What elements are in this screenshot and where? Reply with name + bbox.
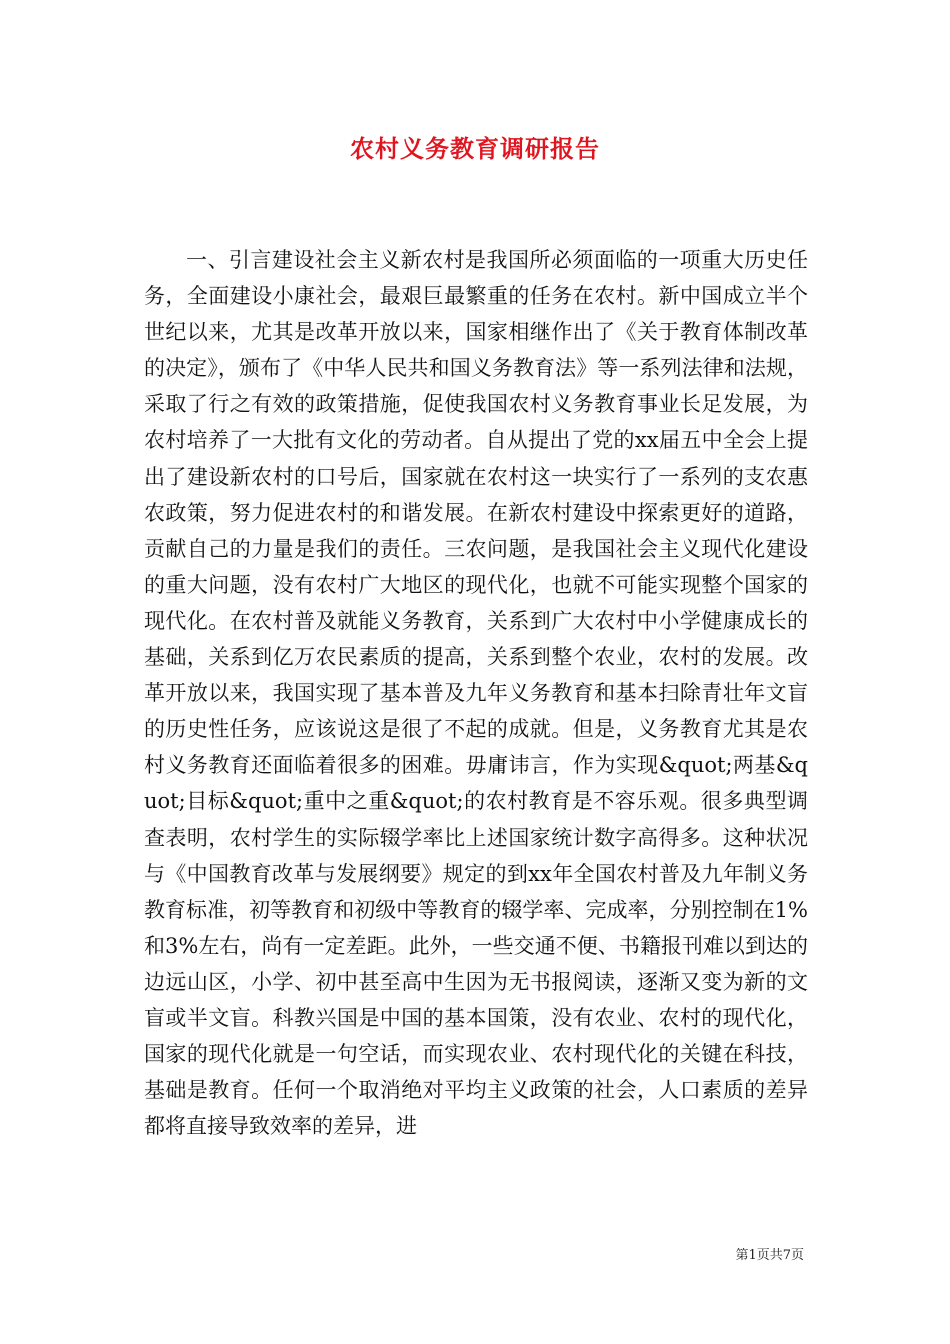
- page-number: 第1页共7页: [735, 1248, 804, 1263]
- document-body-paragraph: 一、引言建设社会主义新农村是我国所必须面临的一项重大历史任务，全面建设小康社会，最艰巨最繁重的任务在农村。新中国成立半个世纪以来，尤其是改革开放以来，国家相继作出了《关于教育体制改革的决定》，颁布了《中华人民共和国义务教育法》等一系列法律和法规，采取了行之有效的政策措施，促使我国农村义务教育事业长足发展，为农村培养了一大批有文化的劳动者。自从提出了党的xx届五中全会上提出了建设新农村的口号后，国家就在农村这一块实行了一系列的支农惠农政策，努力促进农村的和谐发展。在新农村建设中探索更好的道路，贡献自己的力量是我们的责任。三农问题，是我国社会主义现代化建设的重大问题，没有农村广大地区的现代化，也就不可能实现整个国家的现代化。在农村普及就能义务教育，关系到广大农村中小学健康成长的基础，关系到亿万农民素质的提高，关系到整个农业，农村的发展。改革开放以来，我国实现了基本普及九年义务教育和基本扫除青壮年文盲的历史性任务，应该说这是很了不起的成就。但是，义务教育尤其是农村义务教育还面临着很多的困难。毋庸讳言，作为实现&quot;两基&quot;目标&quot;重中之重&quot;的农村教育是不容乐观。很多典型调查表明，农村学生的实际辍学率比上述国家统计数字高得多。这种状况与《中国教育改革与发展纲要》规定的到xx年全国农村普及九年制义务教育标准，初等教育和初级中等教育的辍学率、完成率，分别控制在1%和3%左右，尚有一定差距。此外，一些交通不便、书籍报刊难以到达的边远山区，小学、初中甚至高中生因为无书报阅读，逐渐又变为新的文盲或半文盲。科教兴国是中国的基本国策，没有农业、农村的现代化，国家的现代化就是一句空话，而实现农业、农村现代化的关键在科技，基础是教育。任何一个取消绝对平均主义政策的社会，人口素质的差异都将直接导致效率的差异，进: [144, 248, 808, 1139]
- document-title: 农村义务教育调研报告: [350, 134, 600, 163]
